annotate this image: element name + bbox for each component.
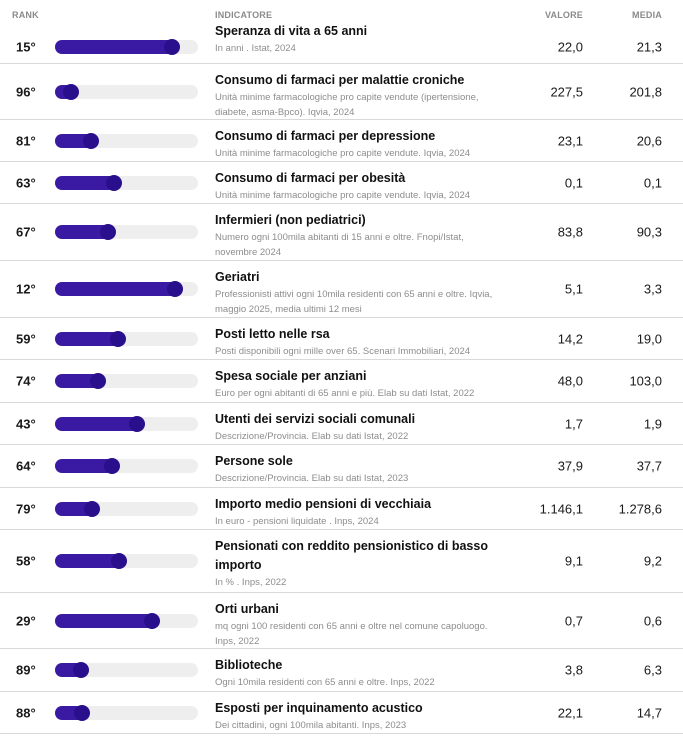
rank-label: 96° <box>16 84 36 99</box>
indicator-cell <box>215 699 505 733</box>
rank-bar-knob <box>129 416 145 432</box>
indicator-cell <box>215 452 505 486</box>
rank-bar-knob <box>144 613 160 629</box>
rank-bar-knob <box>74 705 90 721</box>
indicator-title: Biblioteche <box>215 658 283 672</box>
rank-label: 59° <box>16 331 36 346</box>
rank-bar-fill <box>55 614 156 628</box>
indicator-title: Posti letto nelle rsa <box>215 327 330 341</box>
rank-bar-track <box>55 176 198 190</box>
rank-bar-knob <box>90 373 106 389</box>
indicator-cell <box>215 367 505 401</box>
table-row <box>0 530 683 593</box>
rank-label: 74° <box>16 373 36 389</box>
rank-bar-fill <box>55 40 176 54</box>
rank-label: 63° <box>16 175 36 190</box>
indicator-cell <box>215 211 505 260</box>
value-cell: 1,7 <box>564 416 583 431</box>
table-row <box>0 24 683 64</box>
table-row <box>0 649 683 692</box>
indicator-cell <box>215 71 505 120</box>
table-row <box>0 593 683 649</box>
average-cell: 19,0 <box>636 331 662 346</box>
average-cell: 37,7 <box>636 458 662 474</box>
table-row <box>0 403 683 445</box>
table-row <box>0 360 683 403</box>
rank-bar-knob <box>110 331 126 347</box>
rank-bar-fill <box>55 282 179 296</box>
indicator-cell <box>215 22 505 56</box>
rank-label: 15° <box>16 39 36 54</box>
indicator-source: Professionisti attivi ogni 10mila residenti con 65 anni e oltre. Iqvia, maggio 2025, media ultimi 12 mesi <box>215 289 493 315</box>
indicator-title: Utenti dei servizi sociali comunali <box>215 412 416 426</box>
table-row <box>0 692 683 734</box>
indicator-source: In anni . Istat, 2024 <box>215 43 296 54</box>
indicator-source: Numero ogni 100mila abitanti di 15 anni e oltre. Fnopi/Istat, novembre 2024 <box>215 232 464 258</box>
indicator-cell <box>215 600 505 649</box>
indicator-cell <box>215 169 505 203</box>
table-row <box>0 318 683 360</box>
rank-bar-track <box>55 282 198 296</box>
rank-label: 79° <box>16 501 36 516</box>
rank-bar-knob <box>164 39 180 55</box>
indicator-source: Unità minime farmacologiche pro capite vendute. Iqvia, 2024 <box>215 148 471 159</box>
average-cell: 201,8 <box>629 84 662 99</box>
average-cell: 3,3 <box>643 281 662 297</box>
indicator-title: Orti urbani <box>215 602 279 616</box>
table-row <box>0 445 683 488</box>
indicator-title: Consumo di farmaci per depressione <box>215 129 436 143</box>
indicator-source: Descrizione/Provincia. Elab su dati Istat, 2022 <box>215 431 409 442</box>
rank-bar-track <box>55 225 198 239</box>
rank-bar-track <box>55 374 198 388</box>
indicator-source: Descrizione/Provincia. Elab su dati Istat, 2023 <box>215 473 409 484</box>
indicator-title: Spesa sociale per anziani <box>215 369 367 383</box>
value-cell: 5,1 <box>564 281 583 297</box>
rank-bar-track <box>55 85 198 99</box>
header-average: MEDIA <box>632 10 662 20</box>
rank-bar-track <box>55 614 198 628</box>
table-body <box>0 24 683 734</box>
header-value: VALORE <box>544 10 583 20</box>
rank-bar-knob <box>111 553 127 569</box>
rank-bar-track <box>55 554 198 568</box>
indicator-cell <box>215 268 505 317</box>
table-row <box>0 120 683 162</box>
average-cell: 14,7 <box>636 705 662 720</box>
rank-bar-track <box>55 332 198 346</box>
value-cell: 83,8 <box>557 224 583 240</box>
average-cell: 90,3 <box>636 224 662 240</box>
rank-bar-track <box>55 40 198 54</box>
rank-label: 29° <box>16 613 36 628</box>
rank-bar-knob <box>100 224 116 240</box>
average-cell: 9,2 <box>643 553 662 569</box>
indicator-title: Importo medio pensioni di vecchiaia <box>215 497 432 511</box>
rank-bar-knob <box>63 84 79 100</box>
average-cell: 0,6 <box>643 613 662 628</box>
table-row <box>0 64 683 120</box>
rank-label: 89° <box>16 662 36 678</box>
rank-bar-knob <box>104 458 120 474</box>
rank-bar-track <box>55 417 198 431</box>
indicator-cell <box>215 127 505 161</box>
average-cell: 1,9 <box>643 416 662 431</box>
indicator-cell <box>215 495 505 529</box>
table-row <box>0 261 683 318</box>
indicator-title: Speranza di vita a 65 anni <box>215 24 368 38</box>
value-cell: 37,9 <box>557 458 583 474</box>
value-cell: 22,0 <box>557 39 583 54</box>
rank-bar-knob <box>106 175 122 191</box>
indicator-title: Consumo di farmaci per obesità <box>215 171 406 185</box>
rank-bar-track <box>55 459 198 473</box>
indicator-cell <box>215 325 505 359</box>
rank-label: 12° <box>16 281 36 297</box>
rank-label: 64° <box>16 458 36 474</box>
indicator-cell <box>215 656 505 690</box>
indicator-source: Ogni 10mila residenti con 65 anni e oltre. Inps, 2022 <box>215 677 435 688</box>
indicator-cell <box>215 410 505 444</box>
table-row <box>0 162 683 204</box>
indicator-title: Consumo di farmaci per malattie croniche <box>215 73 465 87</box>
rank-label: 58° <box>16 553 36 569</box>
indicator-title: Esposti per inquinamento acustico <box>215 701 423 715</box>
value-cell: 23,1 <box>557 133 583 148</box>
rank-label: 88° <box>16 705 36 720</box>
rank-label: 81° <box>16 133 36 148</box>
indicator-title: Pensionati con reddito pensionistico di basso importo <box>215 539 488 572</box>
indicator-title: Infermieri (non pediatrici) <box>215 213 366 227</box>
indicator-source: Unità minime farmacologiche pro capite vendute. Iqvia, 2024 <box>215 190 471 201</box>
value-cell: 1.146,1 <box>539 501 583 516</box>
indicator-title: Geriatri <box>215 270 260 284</box>
average-cell: 21,3 <box>636 39 662 54</box>
header-indicator: INDICATORE <box>215 10 273 20</box>
rank-label: 67° <box>16 224 36 240</box>
value-cell: 0,1 <box>564 175 583 190</box>
table-row <box>0 204 683 261</box>
rank-bar-knob <box>83 133 99 149</box>
value-cell: 48,0 <box>557 373 583 389</box>
rank-bar-knob <box>73 662 89 678</box>
value-cell: 3,8 <box>564 662 583 678</box>
indicator-title: Persone sole <box>215 454 293 468</box>
indicator-source: mq ogni 100 residenti con 65 anni e oltre nel comune capoluogo. Inps, 2022 <box>215 621 488 647</box>
average-cell: 20,6 <box>636 133 662 148</box>
header-rank: RANK <box>12 10 39 20</box>
rank-bar-track <box>55 706 198 720</box>
rank-bar-track <box>55 663 198 677</box>
indicator-source: In euro - pensioni liquidate . Inps, 2024 <box>215 516 379 527</box>
indicator-source: In % . Inps, 2022 <box>215 577 287 588</box>
rank-bar-track <box>55 502 198 516</box>
value-cell: 22,1 <box>557 705 583 720</box>
rank-bar-track <box>55 134 198 148</box>
indicator-source: Dei cittadini, ogni 100mila abitanti. Inps, 2023 <box>215 720 407 731</box>
indicator-source: Posti disponibili ogni mille over 65. Scenari Immobiliari, 2024 <box>215 346 471 357</box>
average-cell: 103,0 <box>629 373 662 389</box>
indicator-source: Unità minime farmacologiche pro capite vendute (ipertensione, diabete, asma-Bpco). Iqvia, 2024 <box>215 92 479 118</box>
rank-bar-knob <box>84 501 100 517</box>
average-cell: 6,3 <box>643 662 662 678</box>
table-row <box>0 488 683 530</box>
average-cell: 1.278,6 <box>618 501 662 516</box>
average-cell: 0,1 <box>643 175 662 190</box>
value-cell: 0,7 <box>564 613 583 628</box>
value-cell: 14,2 <box>557 331 583 346</box>
indicator-cell <box>215 537 505 590</box>
rank-bar-knob <box>167 281 183 297</box>
value-cell: 9,1 <box>564 553 583 569</box>
rank-label: 43° <box>16 416 36 431</box>
value-cell: 227,5 <box>550 84 583 99</box>
indicator-source: Euro per ogni abitanti di 65 anni e più. Elab su dati Istat, 2022 <box>215 388 475 399</box>
